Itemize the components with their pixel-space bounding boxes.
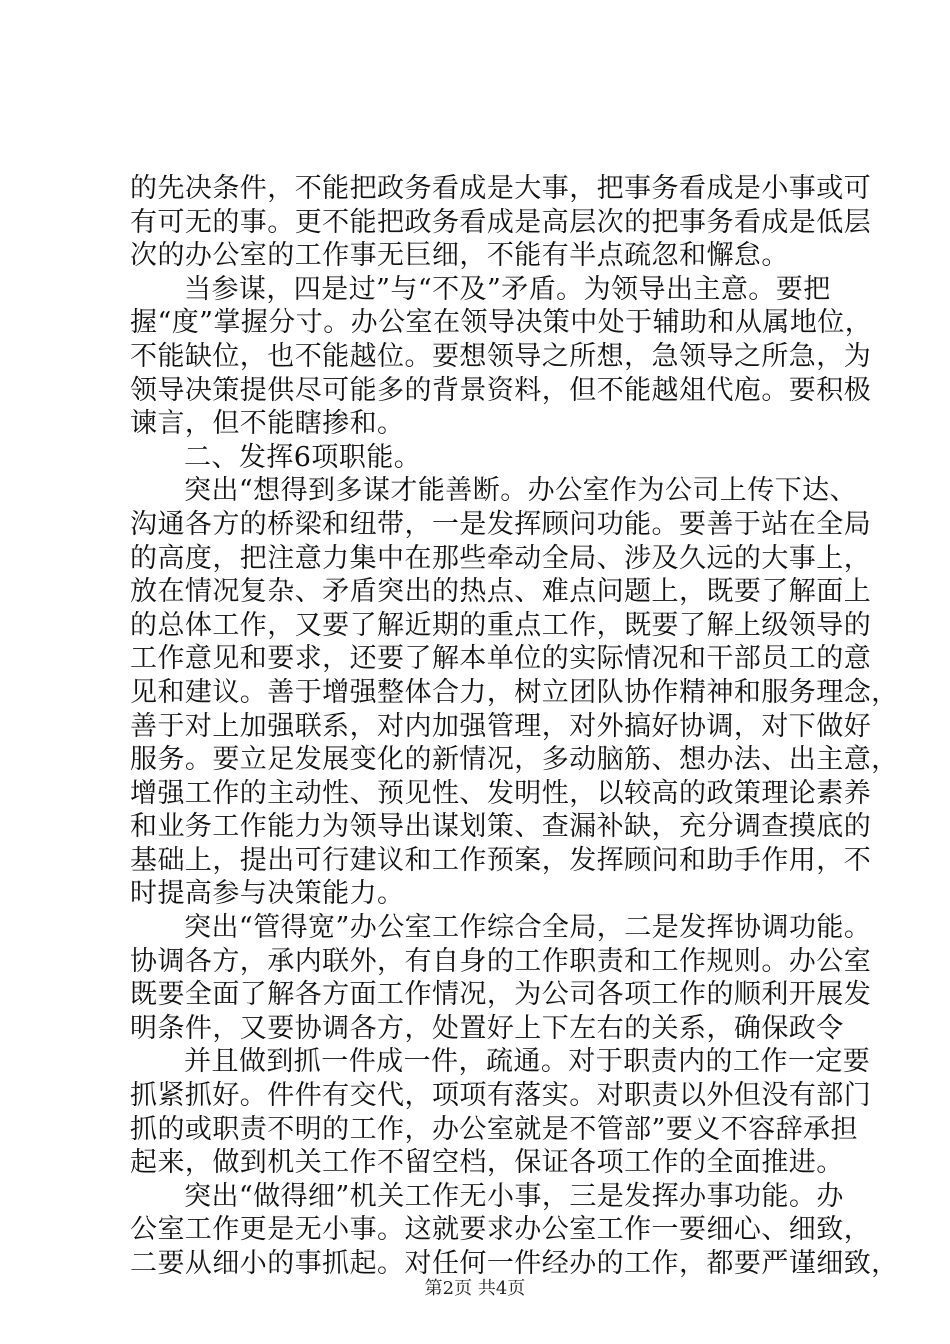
text-line: 基础上，提出可行建议和工作预案，发挥顾问和助手作用，不 xyxy=(130,844,872,876)
text-line: 领导决策提供尽可能多的背景资料，但不能越俎代庖。要积极 xyxy=(130,374,872,406)
text-line: 并且做到抓一件成一件，疏通。对于职责内的工作一定要 xyxy=(184,1046,871,1078)
text-line: 协调各方，承内联外，有自身的工作职责和工作规则。办公室 xyxy=(130,945,872,977)
text-line: 服务。要立足发展变化的新情况，多动脑筋、想办法、出主意， xyxy=(130,744,899,776)
text-line: 抓紧抓好。件件有交代，项项有落实。对职责以外但没有部门 xyxy=(130,1080,872,1112)
text-line: 明条件，又要协调各方，处置好上下左右的关系，确保政令 xyxy=(130,1012,844,1044)
text-line: 不能缺位，也不能越位。要想领导之所想，急领导之所急，为 xyxy=(130,340,872,372)
text-line: 的总体工作，又要了解近期的重点工作，既要了解上级领导的 xyxy=(130,609,872,641)
text-line: 当参谋，四是过”与“不及”矛盾。为领导出主意。要把 xyxy=(184,273,831,305)
text-line: 既要全面了解各方面工作情况，为公司各项工作的顺利开展发 xyxy=(130,979,872,1011)
text-line: 公室工作更是无小事。这就要求办公室工作一要细心、细致， xyxy=(130,1214,872,1246)
text-line: 突出“做得细”机关工作无小事，三是发挥办事功能。办 xyxy=(184,1180,844,1212)
text-line: 有可无的事。更不能把政务看成是高层次的把事务看成是低层 xyxy=(130,206,872,238)
text-line: 工作意见和要求，还要了解本单位的实际情况和干部员工的意 xyxy=(130,643,872,675)
text-line: 的先决条件，不能把政务看成是大事，把事务看成是小事或可 xyxy=(130,173,872,204)
text-line: 沟通各方的桥梁和纽带，一是发挥顾问功能。要善于站在全局 xyxy=(130,508,872,540)
text-line: 抓的或职责不明的工作，办公室就是不管部”要义不容辞承担 xyxy=(130,1113,858,1145)
page-footer: 第2页 共4页 xyxy=(424,1278,526,1299)
text-line: 突出“管得宽”办公室工作综合全局，二是发挥协调功能。 xyxy=(184,912,872,944)
text-line: 时提高参与决策能力。 xyxy=(130,878,405,910)
text-line: 见和建议。善于增强整体合力，树立团队协作精神和服务理念， xyxy=(130,676,899,708)
text-line: 握“度”掌握分寸。办公室在领导决策中处于辅助和从属地位， xyxy=(130,307,873,339)
text-line: 放在情况复杂、矛盾突出的热点、难点问题上，既要了解面上 xyxy=(130,576,872,608)
text-line: 的高度，把注意力集中在那些牵动全局、涉及久远的大事上， xyxy=(130,542,872,574)
text-line: 次的办公室的工作事无巨细，不能有半点疏忽和懈怠。 xyxy=(130,240,789,272)
document-body xyxy=(130,172,899,1281)
text-line: 二、发挥6项职能。 xyxy=(184,441,422,473)
text-line: 二要从细小的事抓起。对任何一件经办的工作，都要严谨细致， xyxy=(130,1248,899,1279)
text-line: 增强工作的主动性、预见性、发明性，以较高的政策理论素养 xyxy=(130,777,872,809)
text-line: 突出“想得到多谋才能善断。办公室作为公司上传下达、 xyxy=(184,475,858,507)
text-line: 善于对上加强联系，对内加强管理，对外搞好协调，对下做好 xyxy=(130,710,872,742)
text-line: 和业务工作能力为领导出谋划策、查漏补缺，充分调查摸底的 xyxy=(130,811,872,843)
text-line: 谏言，但不能瞎掺和。 xyxy=(130,408,405,440)
text-line: 起来，做到机关工作不留空档，保证各项工作的全面推进。 xyxy=(130,1147,844,1179)
